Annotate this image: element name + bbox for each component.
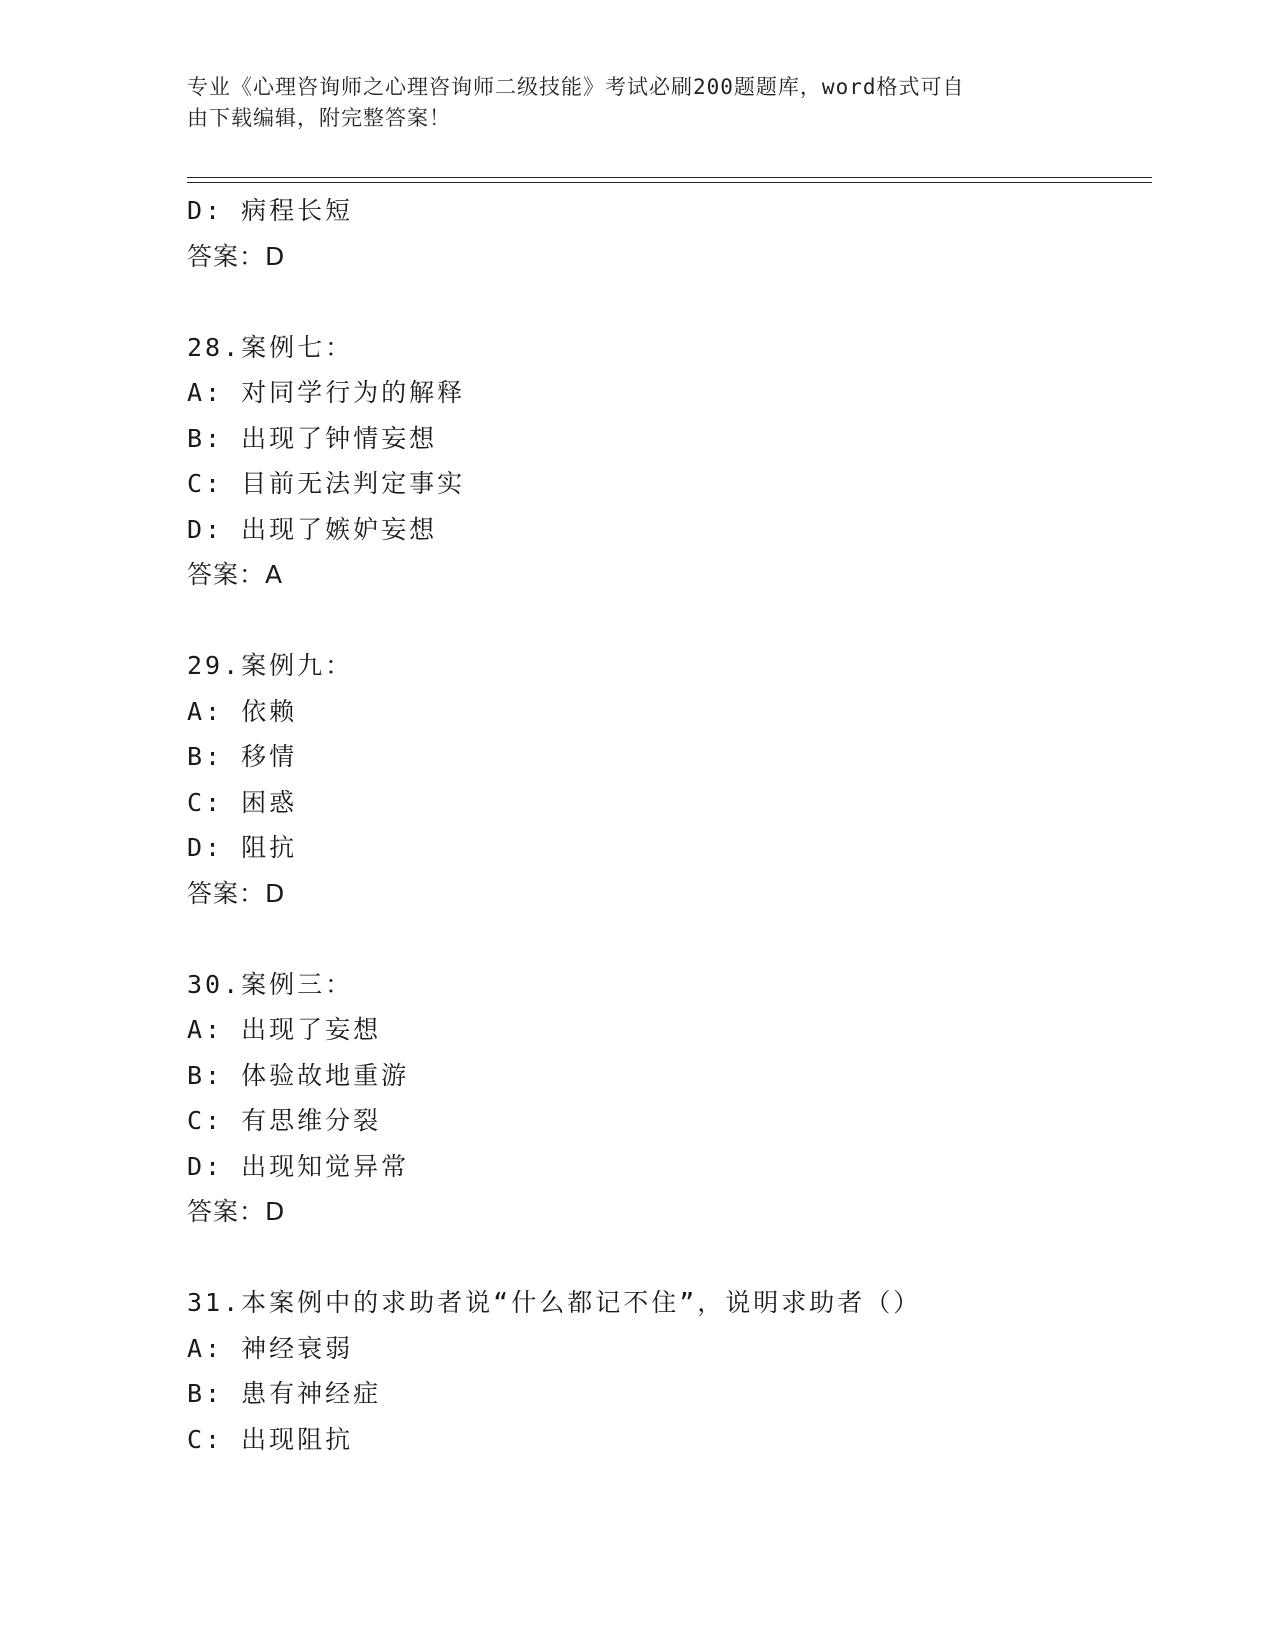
header-divider-bottom xyxy=(187,182,1152,183)
option-c: C: 出现阻抗 xyxy=(187,1424,354,1454)
question-29 xyxy=(187,643,1147,916)
option-a: A: 对同学行为的解释 xyxy=(187,378,466,407)
option-a: A: 出现了妄想 xyxy=(187,1015,382,1044)
question-30 xyxy=(187,962,1147,1235)
option-c: C: 困惑 xyxy=(187,787,298,817)
answer-line: 答案：A xyxy=(187,560,284,589)
option-b: B: 患有神经症 xyxy=(187,1379,382,1408)
option-d: D: 病程长短 xyxy=(187,196,354,225)
option-b: B: 体验故地重游 xyxy=(187,1060,410,1090)
option-b: B: 移情 xyxy=(187,742,298,771)
question-28 xyxy=(187,325,1147,598)
spacer xyxy=(187,916,1147,962)
question-31 xyxy=(187,1280,1147,1462)
answer-line: 答案：D xyxy=(187,241,286,271)
question-title: 28.案例七： xyxy=(187,332,354,362)
answer-line: 答案：D xyxy=(187,1197,286,1226)
spacer xyxy=(187,1235,1147,1281)
header-divider-top xyxy=(187,177,1152,178)
spacer xyxy=(187,598,1147,644)
option-a: A: 依赖 xyxy=(187,696,298,726)
option-d: D: 出现知觉异常 xyxy=(187,1151,410,1181)
option-d: D: 出现了嫉妒妄想 xyxy=(187,514,438,544)
option-c: C: 有思维分裂 xyxy=(187,1106,382,1135)
question-title: 31.本案例中的求助者说“什么都记不住”，说明求助者（） xyxy=(187,1288,922,1317)
option-a: A: 神经衰弱 xyxy=(187,1333,354,1363)
spacer xyxy=(187,279,1147,325)
question-27-tail xyxy=(187,188,1147,279)
option-b: B: 出现了钟情妄想 xyxy=(187,423,438,453)
option-c: C: 目前无法判定事实 xyxy=(187,469,466,498)
header-line-2: 由下载编辑，附完整答案！ xyxy=(187,106,451,130)
document-header xyxy=(187,72,1067,134)
question-title: 29.案例九： xyxy=(187,651,354,680)
question-title: 30.案例三： xyxy=(187,969,354,999)
answer-line: 答案：D xyxy=(187,878,286,908)
option-d: D: 阻抗 xyxy=(187,833,298,862)
question-list xyxy=(187,188,1147,1462)
header-line-1: 专业《心理咨询师之心理咨询师二级技能》考试必刷200题题库，word格式可自 xyxy=(187,75,965,99)
